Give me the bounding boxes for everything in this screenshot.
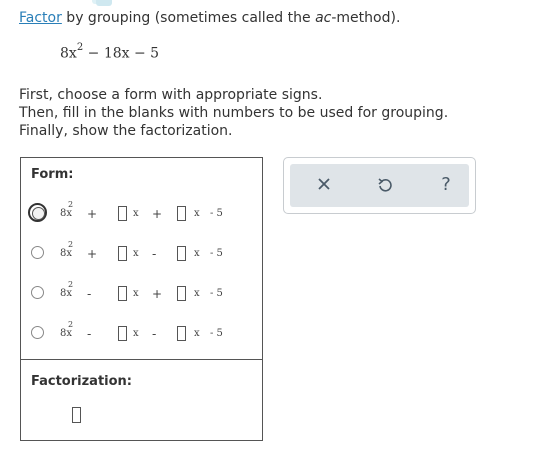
x-variable: x [194,248,200,259]
instruction-line: Finally, show the factorization. [19,123,233,139]
operator-2: + [152,287,163,301]
form-option-row [21,278,262,308]
constant-term: - 5 [210,288,223,299]
form-section [21,158,262,360]
undo-icon [377,177,393,193]
operator-2: + [152,207,163,221]
blank-input-2[interactable] [177,326,186,341]
blank-input-2[interactable] [177,286,186,301]
intro-rest: by grouping (sometimes called the [61,10,316,26]
blank-input-2[interactable] [177,246,186,261]
undo-button[interactable] [370,170,400,200]
clear-button[interactable] [309,170,339,200]
operator-1: + [87,207,98,221]
form-radio-4[interactable] [31,326,44,339]
form-option-row [21,198,262,228]
top-tab-decoration-2 [96,0,112,6]
form-radio-2[interactable] [31,246,44,259]
term-lead: 8x 2 [60,200,74,219]
term-lead: 8x 2 [60,240,74,259]
form-option-row [21,238,262,268]
instruction-line: Then, fill in the blanks with numbers to be used for grouping. [19,105,449,121]
close-icon [317,177,331,191]
constant-term: - 5 [210,208,223,219]
x-variable: x [194,288,200,299]
operator-2: - [152,327,157,341]
answer-toolbar [283,157,476,214]
blank-input-1[interactable] [118,206,127,221]
expression-exponent: 2 [76,42,84,53]
constant-term: - 5 [210,328,223,339]
expression-rest: − 18x − 5 [83,45,160,62]
constant-term: - 5 [210,248,223,259]
blank-input-1[interactable] [118,246,127,261]
form-radio-3[interactable] [31,286,44,299]
x-variable: x [194,328,200,339]
x-variable: x [133,248,139,259]
answer-work-box [20,157,263,441]
intro-text [19,10,400,26]
x-variable: x [194,208,200,219]
operator-1: - [87,287,92,301]
blank-input-1[interactable] [118,286,127,301]
form-option-row [21,318,262,348]
operator-2: - [152,247,157,261]
form-radio-1[interactable] [28,203,47,222]
factorization-label: Factorization: [31,374,133,389]
expression-lead: 8x [60,45,77,62]
intro-tail: -method). [331,10,401,26]
term-lead: 8x 2 [60,320,74,339]
instructions [19,86,448,140]
x-variable: x [133,208,139,219]
instruction-line: First, choose a form with appropriate signs. [19,87,323,103]
factorization-input[interactable] [72,407,81,423]
operator-1: + [87,247,98,261]
blank-input-2[interactable] [177,206,186,221]
polynomial-expression [60,44,159,62]
term-lead: 8x 2 [60,280,74,299]
intro-method: ac [315,10,332,26]
factor-link[interactable]: Factor [19,10,62,26]
x-variable: x [133,328,139,339]
blank-input-1[interactable] [118,326,127,341]
operator-1: - [87,327,92,341]
toolbar-inner [290,164,469,207]
x-variable: x [133,288,139,299]
help-button[interactable]: ? [441,174,451,195]
form-label: Form: [31,167,74,182]
